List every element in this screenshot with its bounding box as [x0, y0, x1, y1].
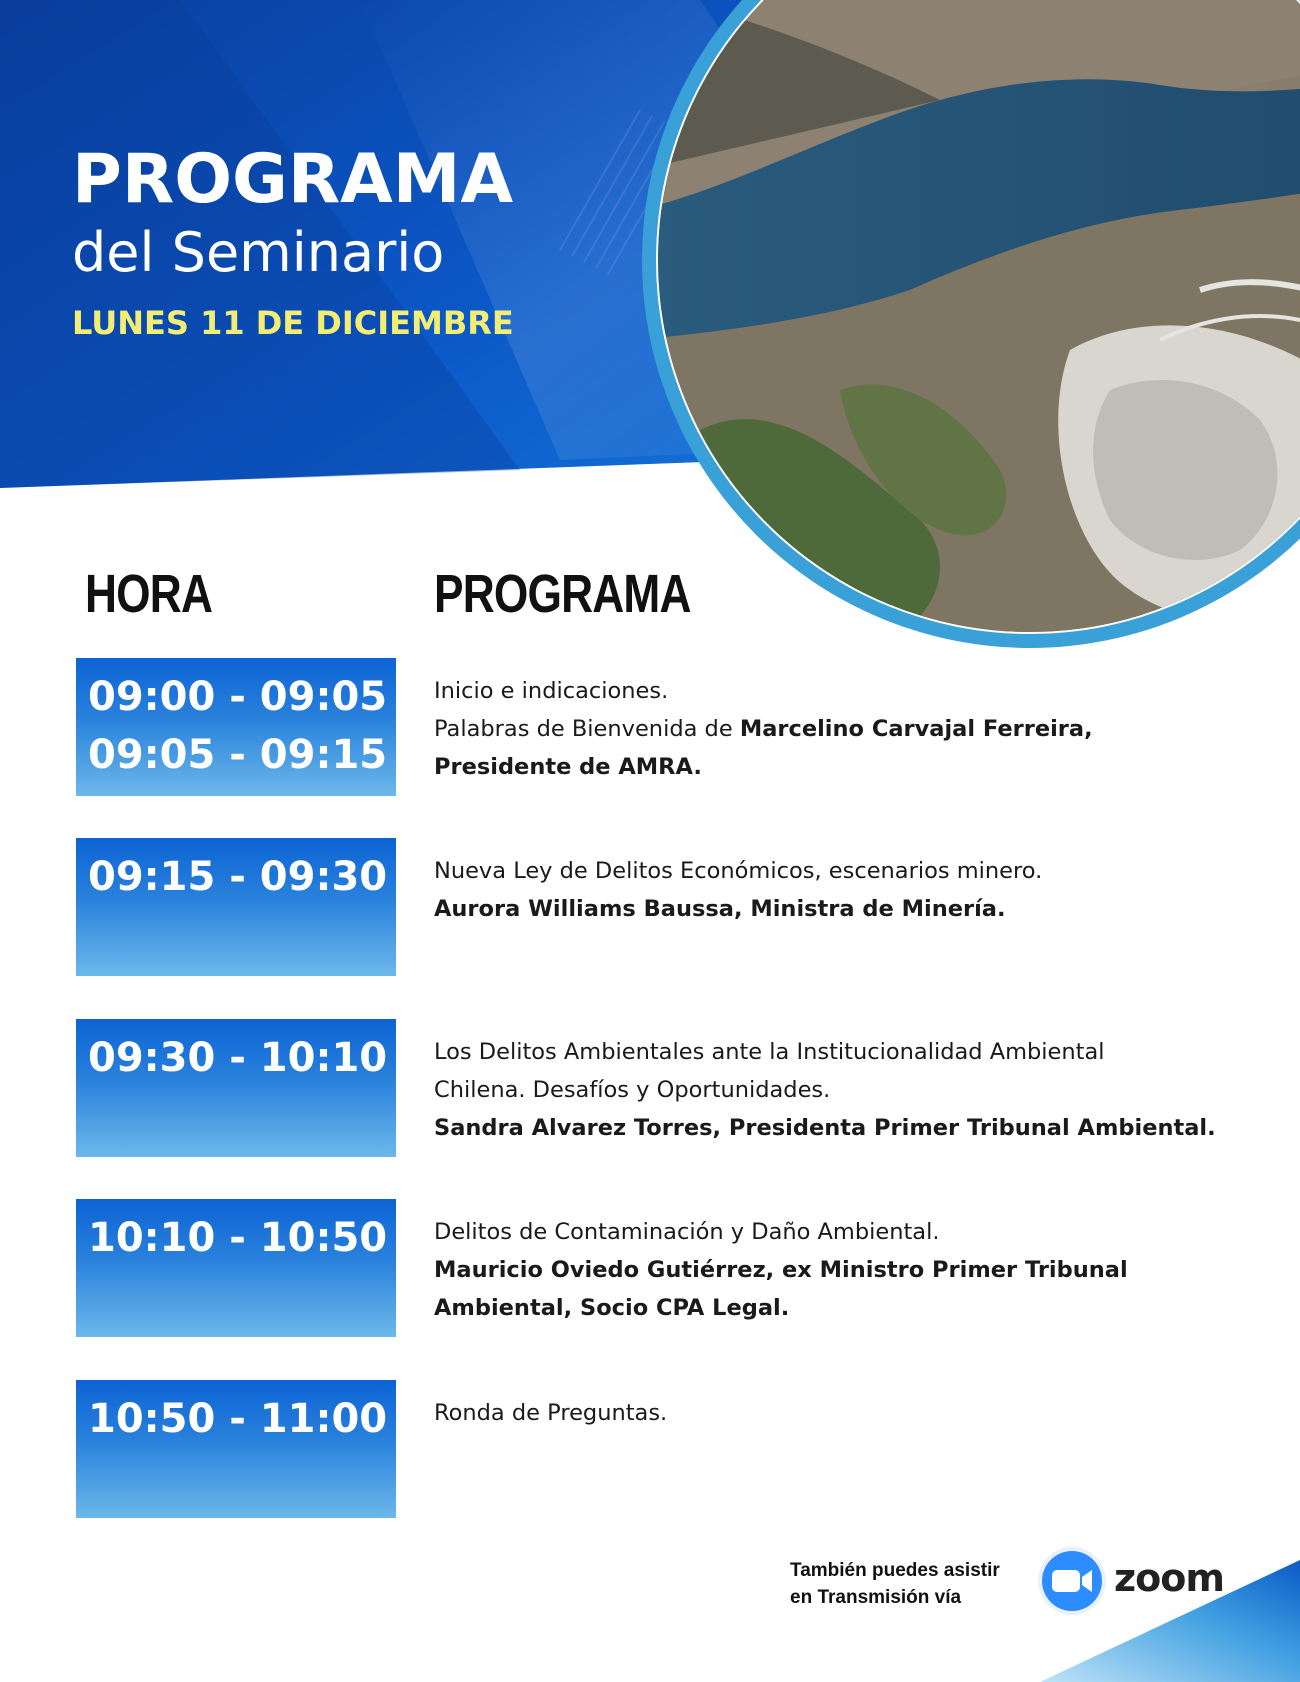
- time-box: [76, 658, 396, 796]
- column-header-programa: PROGRAMA: [434, 564, 691, 624]
- speaker-role: Presidente de AMRA.: [434, 754, 702, 780]
- session-description: [434, 1033, 1254, 1147]
- time-box: [76, 1199, 396, 1337]
- time-range: 09:15 - 09:30: [88, 854, 388, 900]
- aerial-quarry-photo: [640, 0, 1300, 650]
- schedule-row: [76, 1380, 1256, 1518]
- session-description: [434, 1213, 1254, 1327]
- time-range: 09:00 - 09:05: [88, 674, 388, 720]
- zoom-logo-text: zoom: [1114, 1556, 1224, 1600]
- description-text: Delitos de Contaminación y Daño Ambiental.: [434, 1219, 940, 1245]
- description-line: [434, 672, 1254, 710]
- schedule-row: [76, 658, 1256, 796]
- speaker-name: Marcelino Carvajal Ferreira,: [739, 716, 1093, 742]
- page-title: PROGRAMA: [72, 140, 514, 219]
- title-block: [72, 140, 514, 342]
- schedule-row: [76, 1199, 1256, 1337]
- streaming-note-line: en Transmisión vía: [790, 1587, 962, 1608]
- speaker-name: Sandra Alvarez Torres, Presidenta Primer Tribunal Ambiental.: [434, 1115, 1216, 1141]
- description-line: [434, 710, 1254, 748]
- time-box: [76, 1380, 396, 1518]
- column-header-hora: HORA: [85, 564, 213, 624]
- event-date: LUNES 11 DE DICIEMBRE: [72, 304, 514, 342]
- streaming-note: [790, 1557, 1000, 1611]
- session-description: [434, 1394, 1254, 1432]
- speaker-role: Ambiental, Socio CPA Legal.: [434, 1295, 790, 1321]
- time-range: 09:05 - 09:15: [88, 732, 388, 778]
- description-text: Nueva Ley de Delitos Económicos, escenarios minero.: [434, 858, 1043, 884]
- time-range: 09:30 - 10:10: [88, 1035, 388, 1081]
- zoom-camera-icon: [1037, 1546, 1107, 1616]
- description-text: Los Delitos Ambientales ante la Institucionalidad Ambiental: [434, 1039, 1105, 1065]
- streaming-note-line: También puedes asistir: [790, 1560, 1000, 1581]
- speaker-name: Aurora Williams Baussa, Ministra de Minería.: [434, 896, 1006, 922]
- session-description: [434, 672, 1254, 786]
- page-subtitle: del Seminario: [72, 221, 445, 284]
- description-text: Chilena. Desafíos y Oportunidades.: [434, 1077, 831, 1103]
- schedule-row: [76, 838, 1256, 976]
- speaker-name: Mauricio Oviedo Gutiérrez, ex Ministro Primer Tribunal: [434, 1257, 1128, 1283]
- time-box: [76, 1019, 396, 1157]
- schedule-row: [76, 1019, 1256, 1157]
- time-range: 10:10 - 10:50: [88, 1215, 388, 1261]
- time-range: 10:50 - 11:00: [88, 1396, 388, 1442]
- description-text: Palabras de Bienvenida de: [434, 716, 740, 742]
- session-description: [434, 852, 1254, 928]
- description-text: Ronda de Preguntas.: [434, 1400, 668, 1426]
- time-box: [76, 838, 396, 976]
- description-text: Inicio e indicaciones.: [434, 678, 669, 704]
